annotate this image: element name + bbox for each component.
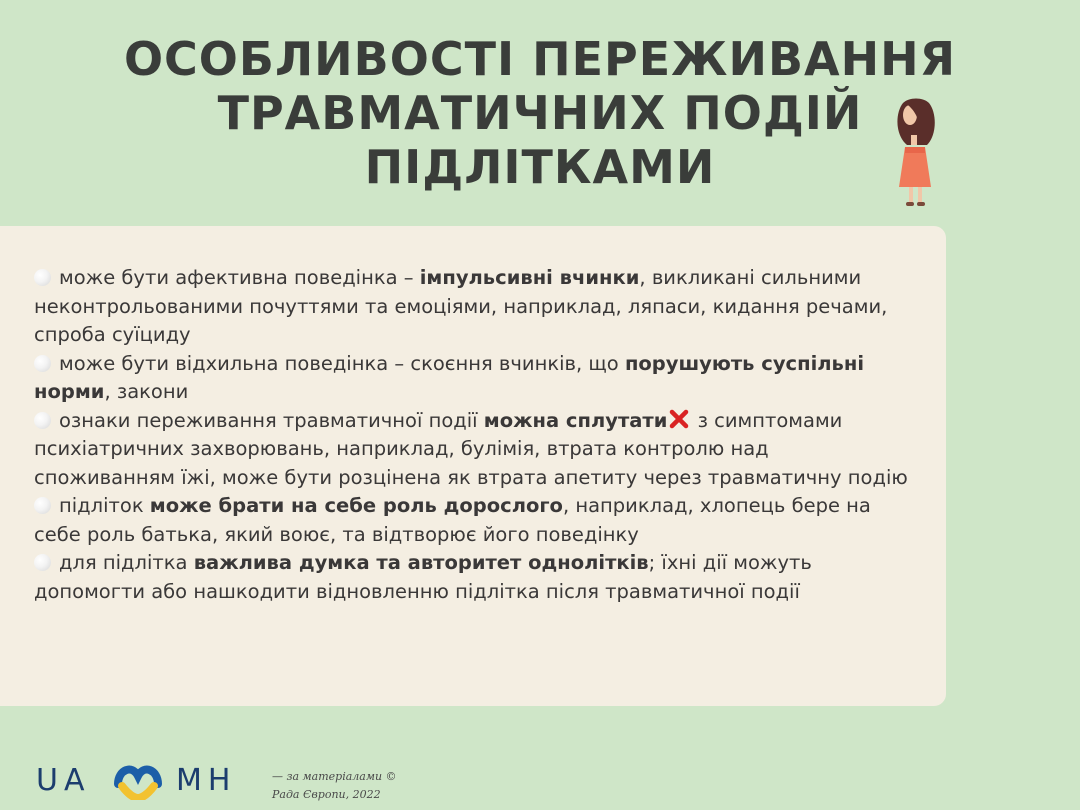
white-circle-icon (34, 554, 51, 571)
credit-line-1: — за матеріалами © (272, 770, 397, 783)
item-text: може бути відхильна поведінка – скоєння вчинків, що (59, 351, 625, 375)
credit-line-2: Рада Європи, 2022 (272, 788, 381, 801)
heart-logo-icon (112, 758, 164, 800)
item-text: , викликані сильними неконтрольованими почуттями та емоціями, наприклад, ляпаси, кидання речами, спроба суїциду (34, 266, 888, 346)
item-text: підліток (59, 494, 150, 517)
item-bold-text: імпульсивні вчинки (419, 266, 640, 289)
item-text: з симптомами психіатричних захворювань, наприклад, булімія, втрата контролю над споживанням їжі, може бути розцінена як втрата апетиту через травматичну подію (34, 408, 908, 489)
red-cross-icon (669, 409, 689, 429)
item-text: , закони (104, 380, 189, 403)
footer (0, 740, 600, 810)
item-text: ; їхні дії можуть допомогти або нашкодити відновленню підлітка після травматичної події (34, 551, 812, 603)
traits-list (34, 264, 914, 606)
item-bold-text: порушують суспільні норми (34, 351, 865, 403)
item-text: може бути афективна поведінка – (59, 266, 420, 289)
logo-mh-text: MH (176, 763, 237, 798)
white-circle-icon (34, 355, 51, 372)
item-text: ознаки переживання травматичної події (59, 408, 484, 432)
white-circle-icon (34, 269, 51, 286)
item-text: , наприклад, хлопець бере на себе роль батька, який воює, та відтворює його поведінку (34, 494, 871, 546)
item-bold-text: може брати на себе роль дорослого (149, 494, 563, 517)
title-line-1: ОСОБЛИВОСТІ ПЕРЕЖИВАННЯ (123, 32, 957, 86)
list-item (34, 549, 914, 606)
page-title (120, 32, 960, 194)
title-line-2: ТРАВМАТИЧНИХ ПОДІЙ (217, 86, 863, 140)
logo-ua-text: UA (36, 763, 91, 798)
white-circle-icon (34, 412, 51, 429)
source-credit (272, 768, 397, 804)
list-item (34, 407, 914, 493)
item-text: для підлітка (59, 551, 194, 574)
list-item (34, 350, 914, 407)
white-circle-icon (34, 497, 51, 514)
title-line-3: ПІДЛІТКАМИ (364, 140, 716, 194)
list-item (34, 264, 914, 350)
item-bold-text: можна сплутати (483, 408, 668, 432)
list-item (34, 492, 914, 549)
girl-illustration-icon (885, 95, 945, 210)
item-bold-text: важлива думка та авторитет однолітків (193, 551, 649, 574)
